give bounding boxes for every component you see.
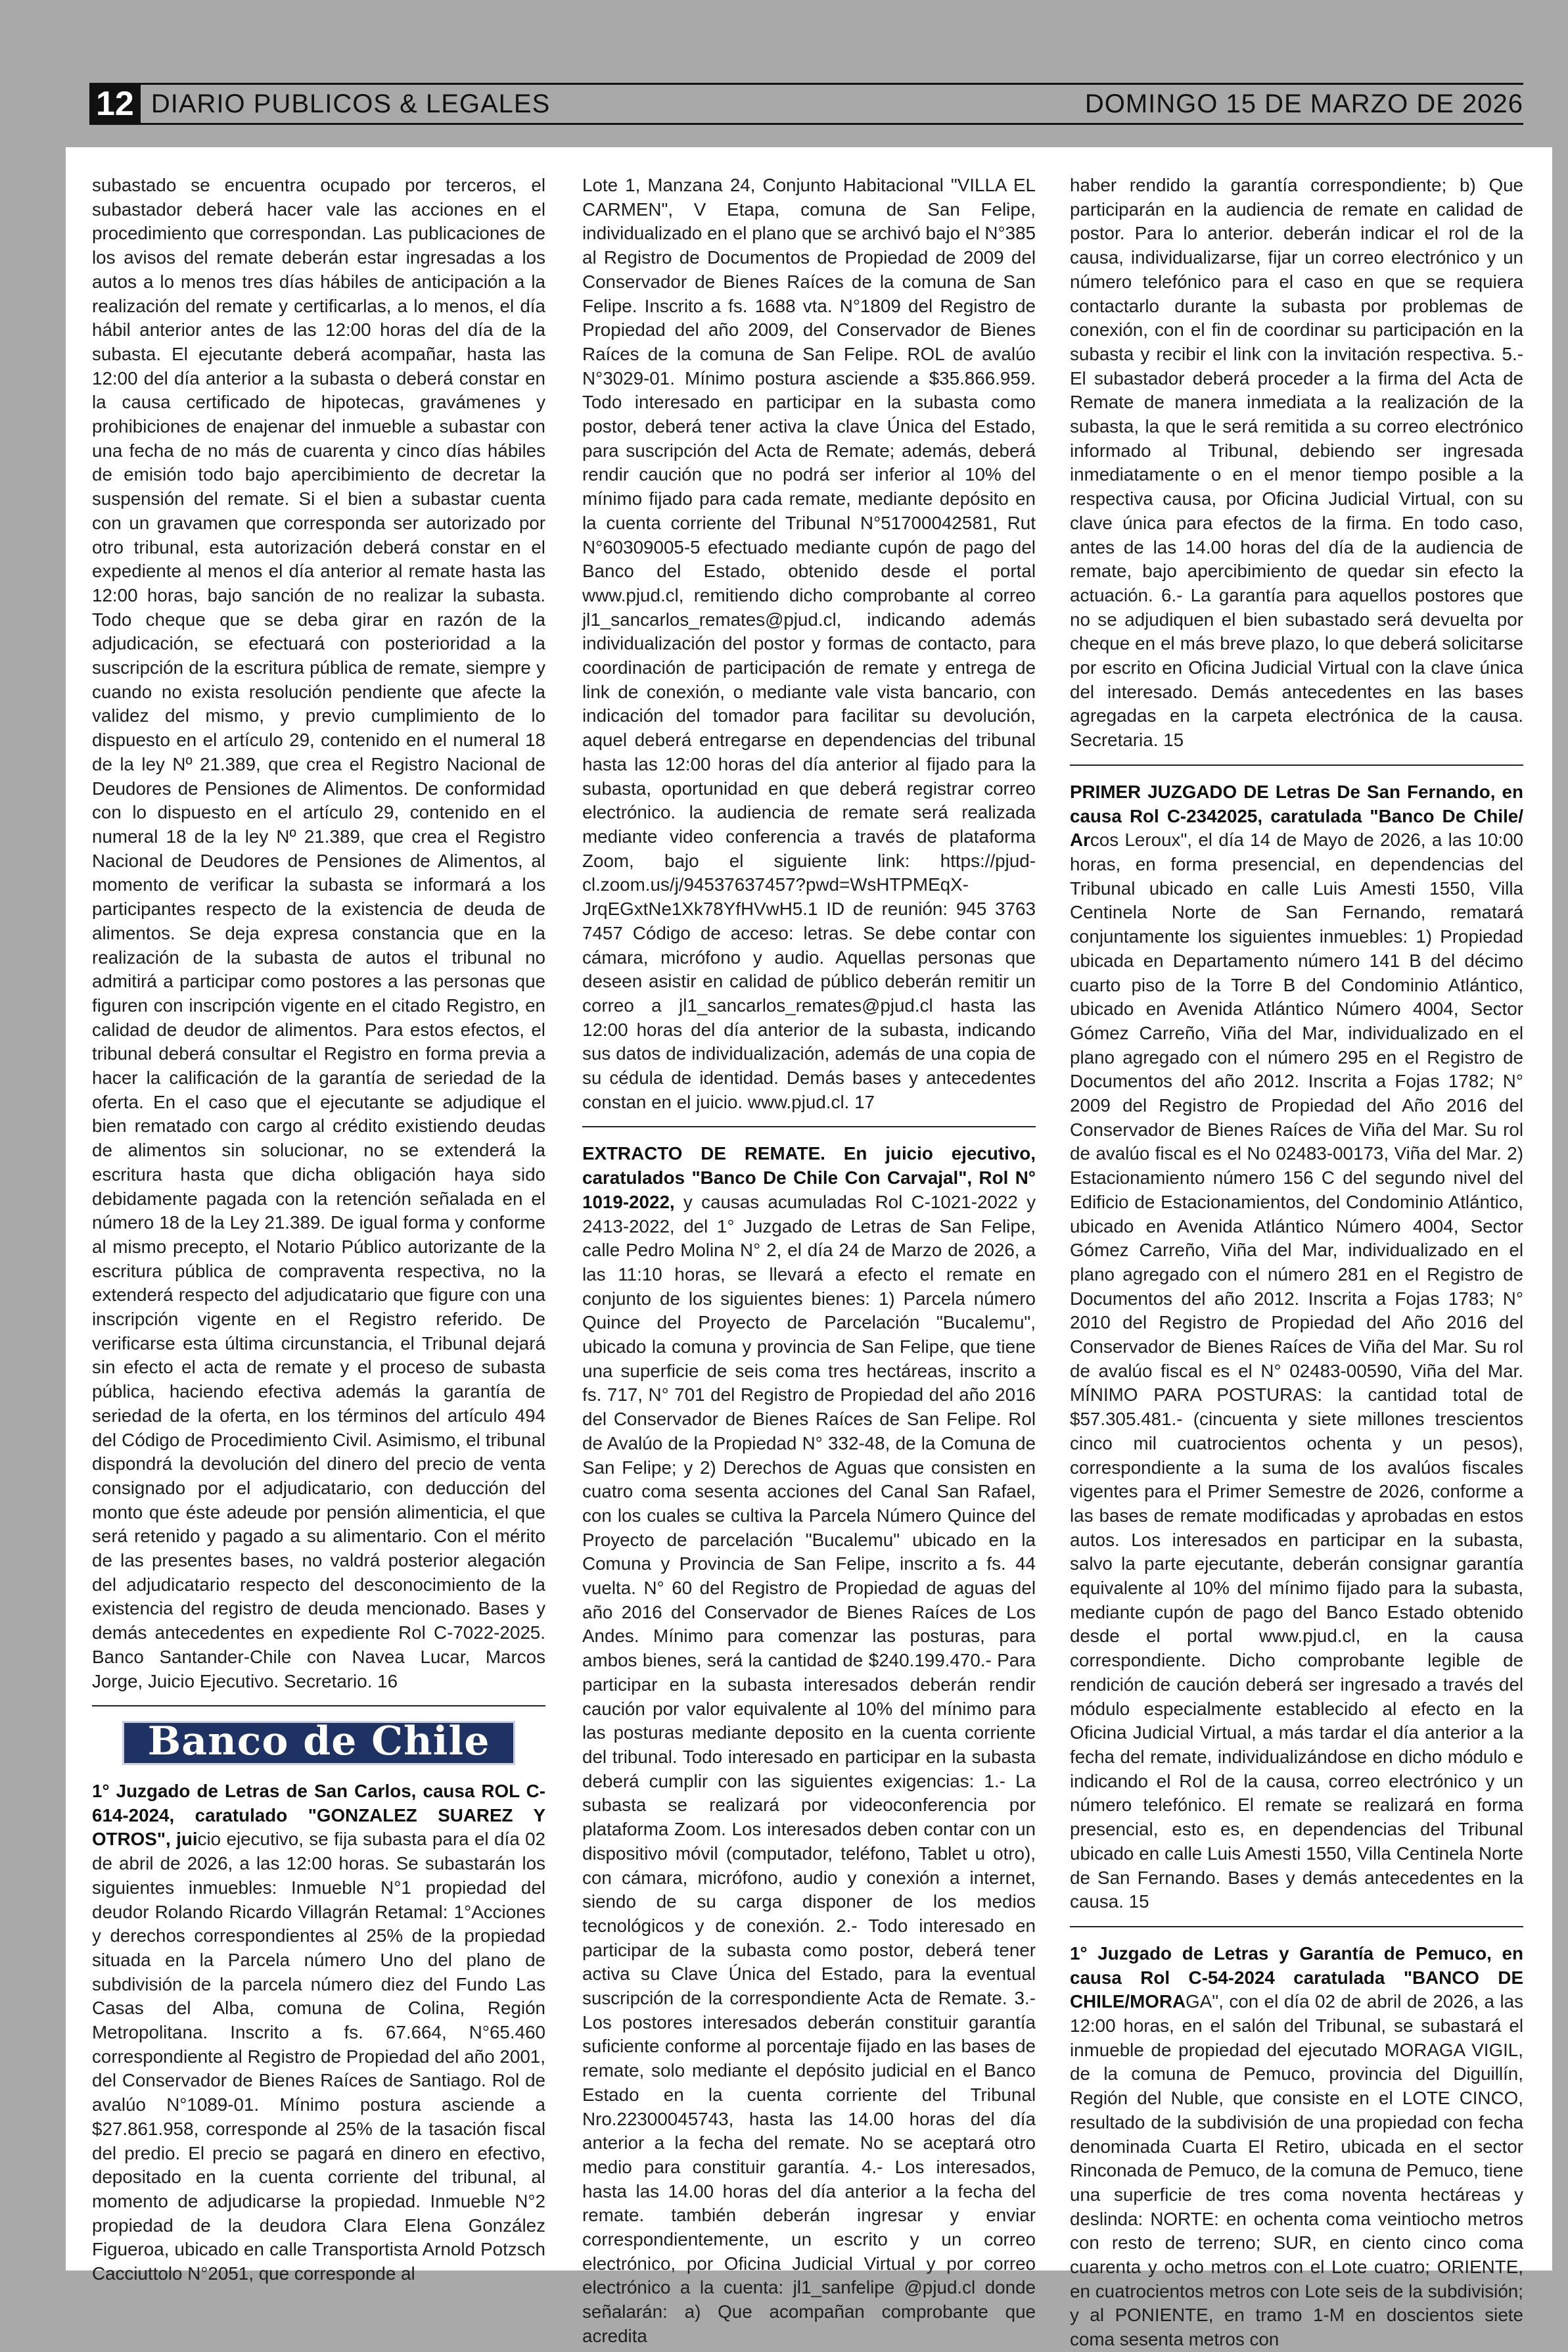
notice-body: cos Leroux", el día 14 de Mayo de 2026, a las 10:00 horas, en forma presencial, en dependencias del Tribunal ubicado en calle Luis Amesti 1550, Villa Centinela Norte de San Fernando, rematará conjuntamente los siguientes inmuebles: 1) Propiedad ubicada en Departamento número 141 B del décimo cuarto piso de la Torre B del Condominio Atlántico, ubicado en Avenida Atlántico Número 4004, Sector Gómez Carreño, Viña del Mar, individualizado en el plano agregado con el número 295 en el Registro de Documentos del año 2012. Inscrita a Fojas 1782; N° 2009 del Registro de Propiedad del Año 2016 del Conservador de Bienes Raíces de Viña del Mar. Su rol de avalúo fiscal es el No 02483-00173, Viña del Mar. 2) Estacionamiento número 156 C del segundo nivel del Edificio de Estacionamientos, del Condominio Atlántico, ubicado en Avenida Atlántico Número 4004, Sector Gómez Carreño, Viña del Mar, individualizado en el plano agregado con el número 281 en el Registro de Documentos del año 2012. Inscrita a Fojas 1783; N° 2010 del Registro de Propiedad del Año 2016 del Conservador de Bienes Raíces de Viña del Mar. Su rol de avalúo fiscal es el N° 02483-00590, Viña del Mar. MÍNIMO PARA POSTURAS: la cantidad total de $57.305.481.- (cincuenta y siete millones trescientos cinco mil cuatrocientos ochenta y un pesos), correspondiente a la suma de los avalúos fiscales vigentes para el Primer Semestre de 2026, conforme a las bases de remate modificadas y aprobadas en estos autos. Los interesados en participar en la subasta, salvo la parte ejecutante, deberán consignar garantía equivalente al 10% del mínimo fijado para la subasta, mediante cupón de pago del Banco Estado obtenido desde el portal www.pjud.cl, en la causa correspondiente. Dicho comprobante legible de rendición de caución deberá ser ingresado a través del módulo especialmente establecido al efecto en la Oficina Judicial Virtual, a más tardar el día anterior a la fecha del remate, individualizándose en dicho módulo e indicando el Rol de la causa, correo electrónico y un número telefónico. El remate se realizará en forma presencial, esto es, en dependencias del Tribunal ubicado en calle Luis Amesti 1550, Villa Centinela Norte de San Fernando. Bases y demás antecedentes en la causa. 15	[1070, 830, 1523, 1912]
notice-heading: 1° Juzgado de Letras y Garantía de Pemuco, en causa Rol C-54-2024 caratulada "BANCO DE CHILE/MORA	[1070, 1942, 1523, 2012]
page-header	[89, 83, 1523, 125]
divider	[582, 1126, 1036, 1127]
notice-san-felipe	[582, 1142, 1036, 2348]
notice-continued-garantia: haber rendido la garantía correspondiente; b) Que participarán en la audiencia de remate en calidad de postor. Para lo anterior. deberán indicar el rol de la causa, individualizarse, fijar un correo electrónico y un número telefónico para el caso en que se requiera contactarlo durante la subasta por problemas de conexión, con el fin de coordinar su participación en la subasta y recibir el link con la invitación respectiva. 5.- El subastador deberá proceder a la firma del Acta de Remate de manera inmediata a la realización de la subasta, la que le será remitida a su correo electrónico informado al Tribunal, debiendo ser ingresada inmediatamente o en el menor tiempo posible a la respectiva causa, por Oficina Judicial Virtual, con su clave única para efectos de la firma. En todo caso, antes de las 14.00 horas del día de la audiencia de remate, bajo apercibimiento de quedar sin efecto la actuación. 6.- La garantía para aquellos postores que no se adjudiquen el bien subastado será devuelta por cheque en el más breve plazo, lo que deberá solicitarse por escrito en Oficina Judicial Virtual con la clave única del interesado. Demás antecedentes en las bases agregadas en la carpeta electrónica de la causa. Secretaria. 15	[1070, 175, 1523, 751]
column-1	[92, 174, 546, 2284]
page-number: 12	[89, 85, 141, 123]
column-2	[582, 174, 1036, 2346]
notice-heading: EXTRACTO DE REMATE. En juicio ejecutivo, caratulados "Banco De Chile Con Carvajal", Rol N° 1019-2022,	[582, 1143, 1036, 1212]
newspaper-page	[66, 147, 1552, 2350]
notice-san-fernando	[1070, 780, 1523, 1914]
divider	[1070, 764, 1523, 766]
notice-pemuco	[1070, 1942, 1523, 2352]
notice-body: GA", con el día 02 de abril de 2026, a las 12:00 horas, en el salón del Tribunal, se subastará el inmueble de propiedad del ejecutado MORAGA VIGIL, de la comuna de Pemuco, provincia del Diguillín, Región del Nuble, que consiste en el LOTE CINCO, resultado de la subdivisión de una propiedad con fecha denominada Cuarta El Retiro, ubicada en el sector Rinconada de Pemuco, de la comuna de Pemuco, tiene una superficie de tres coma noventa hectáreas y deslinda: NORTE: en ochenta coma veintiocho metros con resto de terreno; SUR, en ciento cinco coma cuarenta y ocho metros con el Lote cuatro; ORIENTE, en cuatrocientos metros con Lote seis de la subdivisión; y al PONIENTE, en tramo 1-M en doscientos siete coma sesenta metros con	[1070, 1991, 1523, 2350]
notice-continued-santander: subastado se encuentra ocupado por terceros, el subastador deberá hacer vale las acciones en el procedimiento que correspondan. Las publicaciones de los avisos del remate deberán estar ingresadas a los autos a lo menos tres días hábiles de anticipación a la realización del remate y certificarlas, a lo menos, el día hábil anterior antes de las 12:00 horas del día de la subasta. El ejecutante deberá acompañar, hasta las 12:00 del día anterior a la subasta o deberá constar en la causa certificado de hipotecas, gravámenes y prohibiciones de enajenar del inmueble a subastar con una fecha de no más de cuarenta y cinco días hábiles de emisión todo bajo apercibimiento de decretar la suspensión del remate. Si el bien a subastar cuenta con un gravamen que corresponda ser autorizado por otro tribunal, esta autorización deberá constar en el expediente al menos el día anterior al remate hasta las 12:00 horas, bajo sanción de no realizar la subasta. Todo cheque que se deba girar en razón de la adjudicación, se efectuará con posterioridad a la suscripción de la escritura pública de remate, siempre y cuando no exista resolución pendiente que afecte la validez del mismo, y previo cumplimiento de lo dispuesto en el artículo 29, contenido en el numeral 18 de la ley Nº 21.389, que crea el Registro Nacional de Deudores de Pensiones de Alimentos. De conformidad con lo dispuesto en el artículo 29, contenido en el numeral 18 de la ley Nº 21.389, que crea el Registro Nacional de Deudores de Pensiones de Alimentos, al momento de verificar la subasta se informará a los participantes respecto de la existencia de deuda de alimentos. Se deja expresa constancia que en la realización de la subasta de autos el tribunal no admitirá a participar como postores a las personas que figuren con inscripción vigente en el citado Registro, en calidad de deudor de alimentos. Para estos efectos, el tribunal deberá consultar el Registro en forma previa a hacer la calificación de la garantía de seriedad de la oferta. En el caso que el ejecutante se adjudique el bien rematado con cargo al crédito existiendo deudas de alimentos sin solucionar, no se extenderá la escritura hasta que dicha obligación haya sido debidamente pagada con la retención señalada en el número 18 de la Ley 21.389. De igual forma y conforme al mismo precepto, el Notario Público autorizante de la escritura pública de compraventa respectiva, no la extenderá respecto del adjudicatario que figure con una inscripción vigente en el Registro referido. De verificarse esta última circunstancia, el Tribunal dejará sin efecto el acta de remate y el proceso de subasta pública, haciendo efectiva además la garantía de seriedad de la oferta, en los términos del artículo 494 del Código de Procedimiento Civil. Asimismo, el tribunal dispondrá la devolución del dinero del precio de venta consignado por el adjudicatario, con deducción del monto que éste adeude por pensión alimenticia, el que será retenido y pagado a su alimentario. Con el mérito de las presentes bases, no valdrá posterior alegación del adjudicatario respecto del desconocimiento de la existencia del registro de deuda mencionado. Bases y demás antecedentes en expediente Rol C-7022-2025. Banco Santander-Chile con Navea Lucar, Marcos Jorge, Juicio Ejecutivo. Secretario. 16	[92, 175, 545, 1691]
notice-heading: 1° Juzgado de Letras de San Carlos, causa ROL C-614-2024, caratulado "GONZALEZ SUAREZ Y OTROS", jui	[92, 1781, 545, 1850]
divider	[1070, 1926, 1523, 1927]
notice-heading: PRIMER JUZGADO DE Letras De San Fernando, en causa Rol C-2342025, caratulada "Banco De Chile/ Ar	[1070, 781, 1523, 851]
notice-body: cio ejecutivo, se fija subasta para el día 02 de abril de 2026, a las 12:00 horas. Se subastarán los siguientes inmuebles: Inmueble N°1 propiedad del deudor Rolando Ricardo Villagrán Retamal: 1°Acciones y derechos correspondientes al 25% de la propiedad situada en la Parcela número Uno del plano de subdivisión de la parcela número diez del Fundo Las Casas del Alba, comuna de Colina, Región Metropolitana. Inscrito a fs. 67.664, N°65.460 correspondiente al Registro de Propiedad del año 2001, del Conservador de Bienes Raíces de Santiago. Rol de avalúo N°1089-01. Mínimo postura asciende a $27.861.958, corresponde al 25% de la tasación fiscal del predio. El precio se pagará en dinero en efectivo, depositado en la cuenta corriente del tribunal, al momento de adjudicarse la propiedad. Inmueble N°2 propiedad de la deudora Clara Elena González Figueroa, ubicado en calle Transportista Arnold Potzsch Cacciuttolo N°2051, que corresponde al	[92, 1829, 546, 2284]
publication-title: DIARIO PUBLICOS & LEGALES	[150, 89, 551, 118]
banco-de-chile-logo-text: Banco de Chile	[122, 1721, 516, 1765]
divider	[92, 1705, 545, 1706]
notice-continued-villa-el-carmen: Lote 1, Manzana 24, Conjunto Habitacional "VILLA EL CARMEN", V Etapa, comuna de San Felipe, individualizado en el plano que se archivó bajo el N°385 al Registro de Documentos de Propiedad de 2009 del Conservador de Bienes Raíces de la comuna de San Felipe. Inscrito a fs. 1688 vta. N°1809 del Registro de Propiedad del año 2009, del Conservador de Bienes Raíces de la comuna de San Felipe. ROL de avalúo N°3029-01. Mínimo postura asciende a $35.866.959. Todo interesado en participar en la subasta como postor, deberá tener activa la clave Única del Estado, para suscripción del Acta de Remate; además, deberá rendir caución que no podrá ser inferior al 10% del mínimo fijado para cada remate, mediante depósito en la cuenta corriente del Tribunal N°51700042581, Rut N°60309005-5 efectuado mediante cupón de pago del Banco del Estado, obtenido desde el portal www.pjud.cl, remitiendo dicho comprobante al correo jl1_sancarlos_remates@pjud.cl, indicando además individualización del postor y formas de contacto, para coordinación de participación de remate y entrega de link de conexión, o mediante vale vista bancario, con indicación del tomador para facilitar su devolución, aquel deberá entregarse en dependencias del tribunal hasta las 12:00 horas del día anterior al fijado para la subasta, oportunidad en que deberá registrar correo electrónico. la audiencia de remate será realizada mediante video conferencia a través de plataforma Zoom, bajo el siguiente link: https://pjud-cl.zoom.us/j/94537637457?pwd=WsHTPMEqX-JrqEGxtNe1Xk78YfHVwH5.1 ID de reunión: 945 3763 7457 Código de acceso: letras. Se debe contar con cámara, micrófono y audio. Aquellas personas que deseen asistir en calidad de público deberán remitir un correo a jl1_sancarlos_remates@pjud.cl hasta las 12:00 horas del día anterior de la subasta, indicando sus datos de individualización, además de una copia de su cédula de identidad. Demás bases y antecedentes constan en el juicio. www.pjud.cl. 17	[582, 175, 1036, 1112]
banco-de-chile-logo	[92, 1718, 545, 1765]
notice-body: y causas acumuladas Rol C-1021-2022 y 2413-2022, del 1° Juzgado de Letras de San Felipe, calle Pedro Molina N° 2, el día 24 de Marzo de 2026, a las 11:10 horas, se llevará a efecto el remate en conjunto de los siguientes bienes: 1) Parcela número Quince del Proyecto de Parcelación "Bucalemu", ubicado la comuna y provincia de San Felipe, que tiene una superficie de seis coma tres hectáreas, inscrito a fs. 717, N° 701 del Registro de Propiedad del año 2016 del Conservador de Bienes Raíces de San Felipe. Rol de Avalúo de la Propiedad N° 332-48, de la Comuna de San Felipe; y 2) Derechos de Aguas que consisten en cuatro coma sesenta acciones del Canal San Rafael, con los cuales se cultiva la Parcela Número Quince del Proyecto de parcelación "Bucalemu" ubicado en la Comuna y Provincia de San Felipe, inscrito a fs. 44 vuelta. N° 60 del Registro de Propiedad de aguas del año 2016 del Conservador de Bienes Raíces de Los Andes. Mínimo para comenzar las posturas, para ambos bienes, será la cantidad de $240.199.470.- Para participar en la subasta interesados deberán rendir caución por valor equivalente al 10% del mínimo para las posturas mediante deposito en la cuenta corriente del tribunal. Todo interesado en participar en la subasta deberá cumplir con las siguientes exigencias: 1.- La subasta se realizará por videoconferencia por plataforma Zoom. Los interesados deben contar con un dispositivo móvil (computador, teléfono, Tablet u otro), con cámara, micrófono, audio y conexión a internet, siendo de su carga disponer de los medios tecnológicos y de conexión. 2.- Todo interesado en participar de la subasta como postor, deberá tener activa su Clave Única del Estado, para la eventual suscripción de la correspondiente Acta de Remate. 3.- Los postores interesados deberán constituir garantía suficiente conforme al porcentaje fijado en las bases de remate, solo mediante el depósito judicial en el Banco Estado en la cuenta corriente del Tribunal Nro.22300045743, hasta las 14.00 horas del día anterior a la fecha del remate. No se aceptará otro medio para constituir garantía. 4.- Los interesados, hasta las 14.00 horas del día anterior a la fecha del remate. también deberán ingresar y enviar correspondientemente, un escrito y un correo electrónico, por Oficina Judicial Virtual y por correo electrónico a la cuenta: jl1_sanfelipe @pjud.cl donde señalarán: a) Que acompañan comprobante que acredita	[582, 1191, 1036, 2346]
column-3	[1070, 174, 1523, 2350]
issue-date: DOMINGO 15 DE MARZO DE 2026	[1084, 89, 1523, 118]
notice-san-carlos	[92, 1779, 545, 2286]
